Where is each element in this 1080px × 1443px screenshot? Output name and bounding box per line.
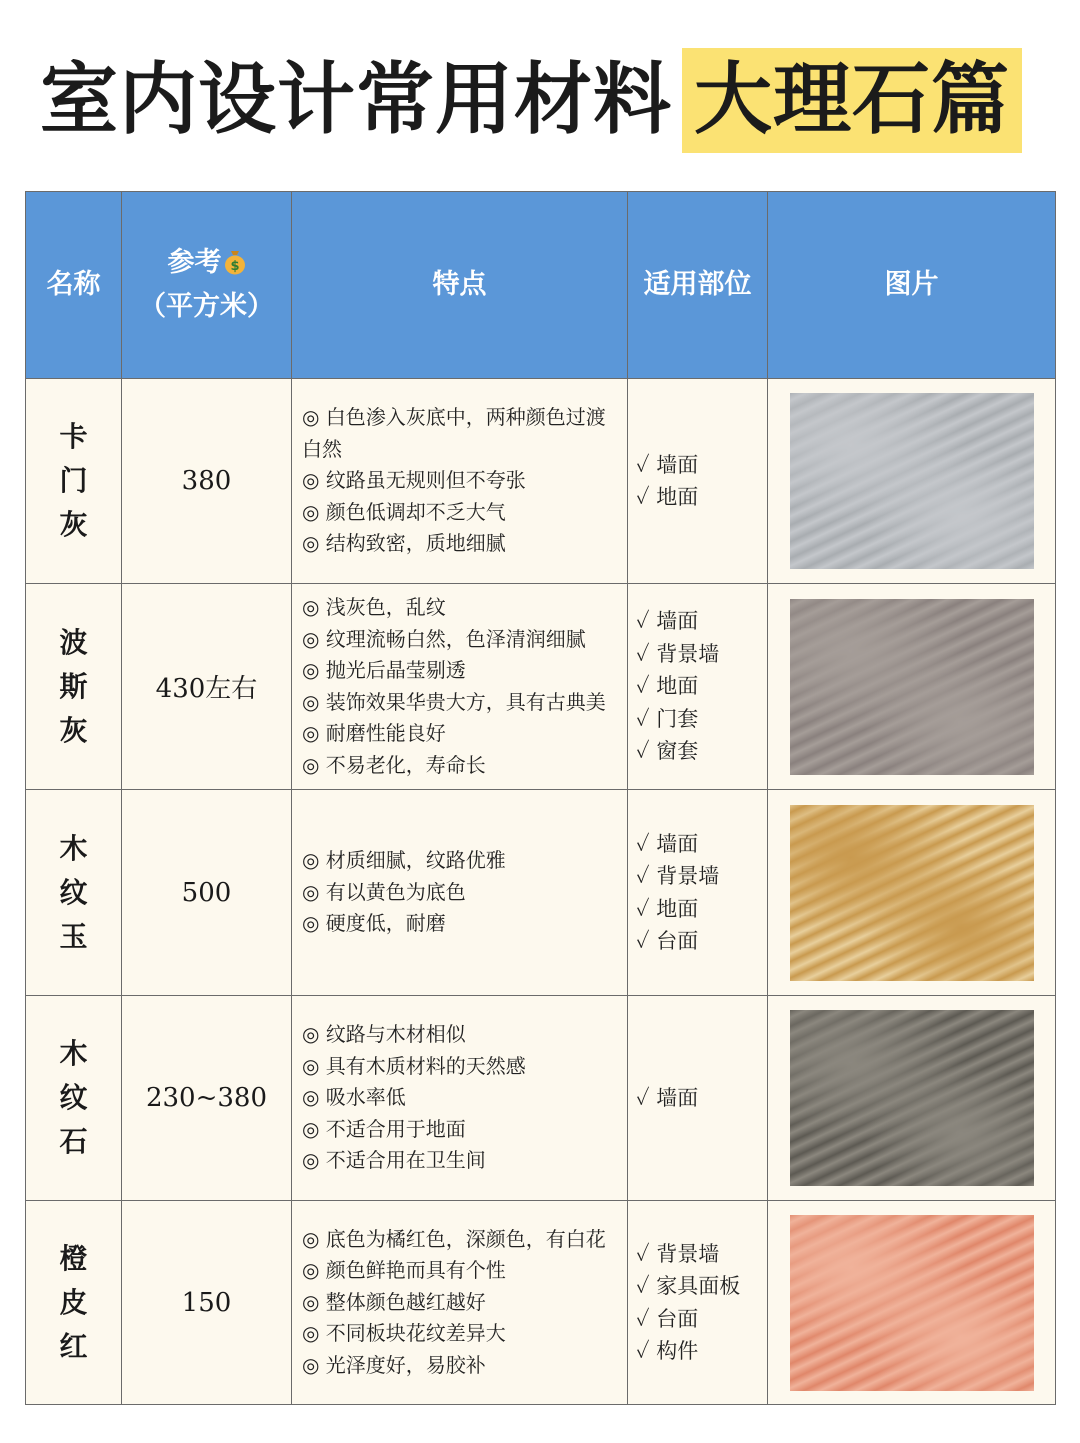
- feature-item: ◎ 浅灰色，乱纹: [302, 595, 446, 619]
- reference-price: 150: [122, 1201, 292, 1405]
- feature-item: ◎ 不易老化，寿命长: [302, 752, 486, 777]
- header-features: 特点: [292, 192, 628, 379]
- feature-item: ◎ 整体颜色越红越好: [302, 1289, 486, 1314]
- table-row: [26, 584, 1056, 790]
- reference-price: 230~380: [122, 996, 292, 1201]
- feature-item: ◎ 具有木质材料的天然感: [302, 1053, 526, 1078]
- feature-item: ◎ 装饰效果华贵大方，具有古典美: [302, 689, 606, 714]
- table-row: [26, 1201, 1056, 1405]
- usage-item: ✓ 台面: [636, 929, 699, 953]
- feature-item: ◎ 有以黄色为底色: [302, 879, 466, 904]
- usage-item: ✓ 家具面板: [636, 1274, 741, 1298]
- feature-item: ◎ 纹理流畅白然，色泽清润细腻: [302, 626, 586, 651]
- features-cell: [292, 379, 628, 584]
- usage-item: ✓ 背景墙: [636, 1241, 720, 1266]
- usage-item: ✓ 墙面: [636, 831, 699, 856]
- money-bag-icon: [224, 249, 246, 275]
- feature-item: ◎ 材质细腻，纹路优雅: [302, 848, 506, 873]
- feature-item: ◎ 纹路虽无规则但不夸张: [302, 468, 526, 493]
- material-name: 木纹玉: [26, 790, 122, 996]
- table-row: [26, 379, 1056, 584]
- image-cell: [768, 996, 1056, 1201]
- material-name: 卡门灰: [26, 379, 122, 584]
- usage-item: ✓ 构件: [636, 1339, 699, 1363]
- usage-cell: [628, 996, 768, 1201]
- feature-item: ◎ 硬度低，耐磨: [302, 911, 446, 936]
- usage-item: ✓ 门套: [636, 706, 699, 731]
- image-cell: [768, 584, 1056, 790]
- feature-item: ◎ 白色渗入灰底中，两种颜色过渡白然: [302, 405, 606, 461]
- material-name: 木纹石: [26, 996, 122, 1201]
- marble-table: [25, 191, 1056, 1405]
- usage-item: ✓ 地面: [636, 485, 699, 509]
- reference-price: 380: [122, 379, 292, 584]
- usage-item: ✓ 墙面: [636, 452, 699, 477]
- title-highlight: 大理石篇: [682, 48, 1022, 153]
- feature-item: ◎ 吸水率低: [302, 1085, 406, 1110]
- usage-cell: [628, 790, 768, 996]
- header-image: 图片: [768, 192, 1056, 379]
- usage-item: ✓ 背景墙: [636, 641, 720, 666]
- marble-sample-image: [790, 599, 1034, 775]
- header-ref-line2: （平方米）: [139, 291, 274, 322]
- feature-item: ◎ 不适合用于地面: [302, 1116, 466, 1141]
- features-cell: [292, 790, 628, 996]
- usage-cell: [628, 379, 768, 584]
- usage-cell: [628, 1201, 768, 1405]
- feature-item: ◎ 纹路与木材相似: [302, 1022, 466, 1047]
- table-row: [26, 996, 1056, 1201]
- image-cell: [768, 790, 1056, 996]
- features-cell: [292, 996, 628, 1201]
- feature-item: ◎ 结构致密，质地细腻: [302, 531, 506, 556]
- reference-price: 430左右: [122, 584, 292, 790]
- feature-item: ◎ 不同板块花纹差异大: [302, 1321, 506, 1346]
- header-reference-price: [122, 192, 292, 379]
- header-ref-line1: 参考: [167, 247, 222, 278]
- material-name: 橙皮红: [26, 1201, 122, 1405]
- feature-item: ◎ 颜色鲜艳而具有个性: [302, 1258, 506, 1283]
- usage-cell: [628, 584, 768, 790]
- features-cell: [292, 584, 628, 790]
- table-row: [26, 790, 1056, 996]
- marble-sample-image: [790, 1215, 1034, 1391]
- material-name: 波斯灰: [26, 584, 122, 790]
- usage-item: ✓ 地面: [636, 674, 699, 699]
- svg-text:$: $: [229, 259, 240, 274]
- marble-sample-image: [790, 1010, 1034, 1186]
- feature-item: ◎ 光泽度好，易胶补: [302, 1352, 486, 1377]
- usage-item: ✓ 背景墙: [636, 864, 720, 888]
- marble-sample-image: [790, 393, 1034, 569]
- usage-item: ✓ 窗套: [636, 739, 699, 764]
- table-header-row: [26, 192, 1056, 379]
- usage-item: ✓ 台面: [636, 1306, 699, 1331]
- feature-item: ◎ 不适合用在卫生间: [302, 1148, 486, 1173]
- reference-price: 500: [122, 790, 292, 996]
- feature-item: ◎ 耐磨性能良好: [302, 721, 446, 745]
- feature-item: ◎ 颜色低调却不乏大气: [302, 499, 506, 524]
- image-cell: [768, 1201, 1056, 1405]
- feature-item: ◎ 抛光后晶莹剔透: [302, 658, 466, 682]
- usage-item: ✓ 墙面: [636, 1085, 699, 1110]
- title-main: 室内设计常用材料: [40, 55, 673, 145]
- header-name: 名称: [26, 192, 122, 379]
- image-cell: [768, 379, 1056, 584]
- usage-item: ✓ 地面: [636, 896, 699, 921]
- page-title: [40, 48, 1022, 153]
- usage-item: ✓ 墙面: [636, 609, 699, 634]
- marble-sample-image: [790, 805, 1034, 981]
- feature-item: ◎ 底色为橘红色，深颜色，有白花: [302, 1226, 606, 1251]
- header-usage: 适用部位: [628, 192, 768, 379]
- features-cell: [292, 1201, 628, 1405]
